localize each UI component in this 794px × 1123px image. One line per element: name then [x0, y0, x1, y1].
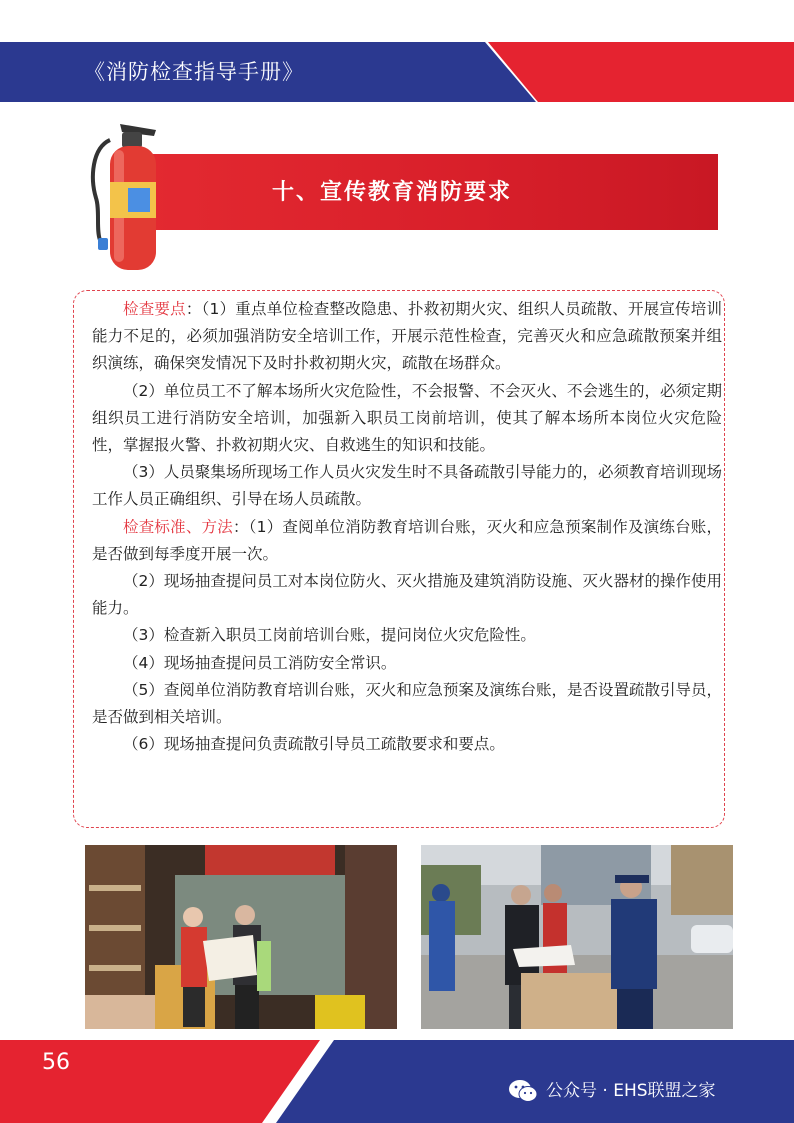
- fire-extinguisher-icon: [82, 118, 168, 274]
- key-point-2: （2）单位员工不了解本场所火灾危险性，不会报警、不会灭火、不会逃生的，必须定期组织员工进行消防安全培训，加强新入职员工岗前培训，使其了解本场所本岗位火灾危险性，掌握报火警、扑救初期火灾、自救逃生的知识和技能。: [92, 381, 722, 455]
- standards-label: 检查标准、方法: [123, 517, 233, 536]
- wechat-account: [508, 1076, 716, 1106]
- manual-title: 《消防检查指导手册》: [84, 60, 304, 84]
- key-point-3: （3）人员聚集场所现场工作人员火灾发生时不具备疏散引导能力的，必须教育培训现场工作人员正确组织、引导在场人员疏散。: [92, 463, 722, 509]
- standard-5: （5）查阅单位消防教育培训台账，灭火和应急预案及演练台账，是否设置疏散引导员，是否做到相关培训。: [92, 680, 722, 727]
- standard-3: （3）检查新入职员工岗前培训台账，提问岗位火灾危险性。: [123, 626, 536, 645]
- training-photo-street: [421, 845, 733, 1029]
- section-title: 十、宣传教育消防要求: [272, 180, 513, 205]
- wechat-icon: [508, 1078, 538, 1104]
- training-photo-store: [85, 845, 397, 1029]
- header-red-band: [488, 42, 794, 102]
- standard-1: 检查标准、方法：（1）查阅单位消防教育培训台账，灭火和应急预案制作及演练台账，是否做到每季度开展一次。: [92, 517, 722, 563]
- standard-4: （4）现场抽查提问员工消防安全常识。: [123, 653, 397, 672]
- page-number: 56: [42, 1050, 70, 1075]
- key-points-label: 检查要点: [123, 300, 186, 318]
- standard-6: （6）现场抽查提问负责疏散引导员工疏散要求和要点。: [123, 735, 505, 754]
- key-point-1: 检查要点：（1）重点单位检查整改隐患、扑救初期火灾、组织人员疏散、开展宣传培训能力不足的，必须加强消防安全培训工作，开展示范性检查，完善灭火和应急疏散预案并组织演练，确保突发情况下及时扑救初期火灾，疏散在场群众。: [92, 300, 722, 373]
- content-body: [92, 296, 722, 758]
- standard-2: （2）现场抽查提问员工对本岗位防火、灭火措施及建筑消防设施、灭火器材的操作使用能力。: [92, 572, 722, 618]
- wechat-label: 公众号 · EHS联盟之家: [546, 1081, 716, 1101]
